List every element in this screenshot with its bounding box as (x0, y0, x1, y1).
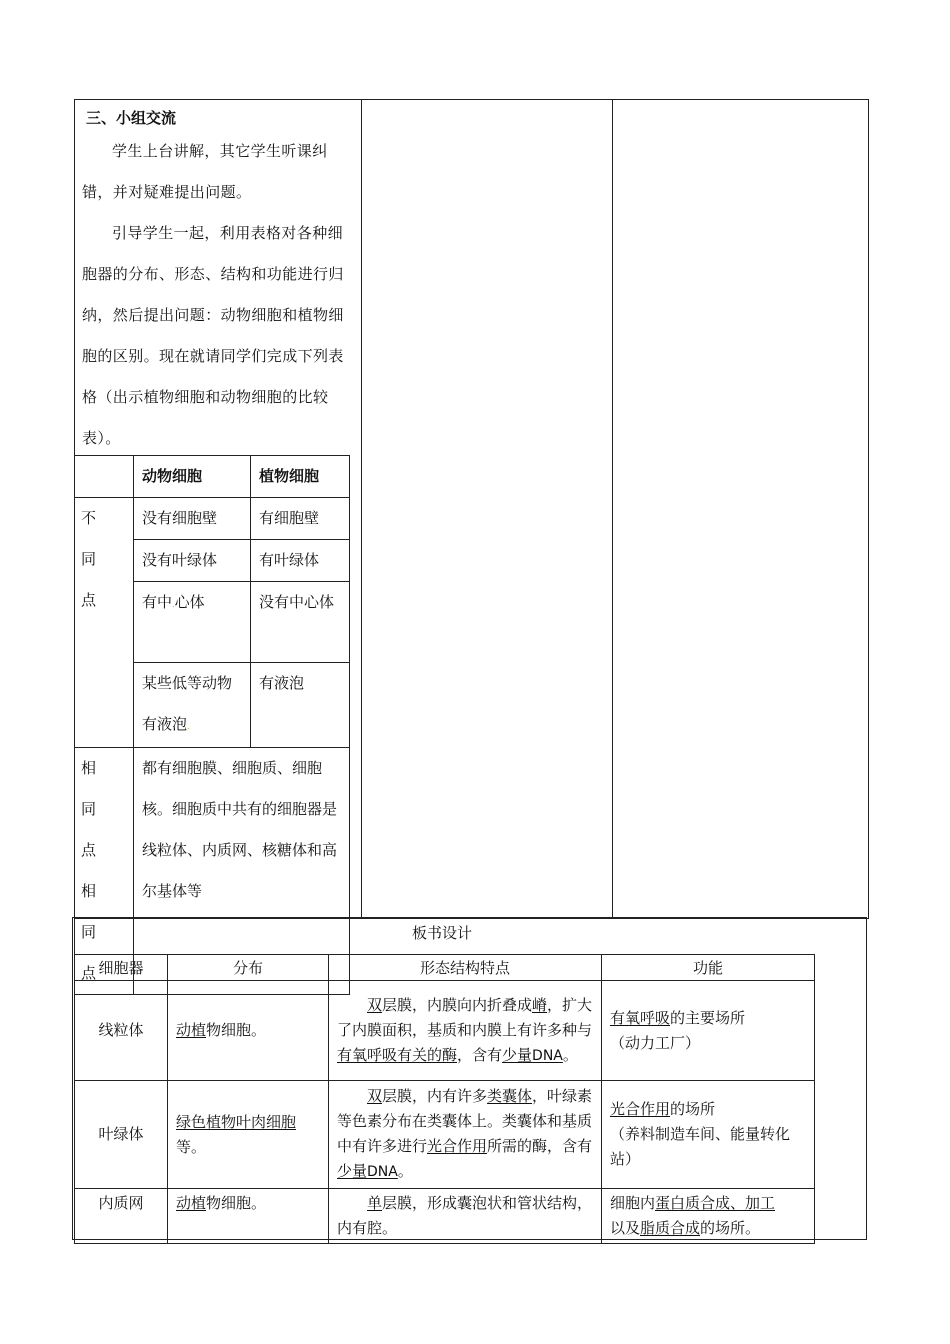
column-header: 植物细胞 (251, 456, 350, 498)
structure-cell: 双层膜，内膜向内折叠成嵴，扩大了内膜面积，基质和内膜上有许多种与有氧呼吸有关的酶，含有少量DNA。 (329, 981, 602, 1081)
table-row (75, 1189, 815, 1244)
row-label-same: 相同点 相同点 (75, 748, 134, 995)
column-divider (612, 99, 613, 919)
table-header-row (75, 955, 815, 981)
table-row (75, 1081, 815, 1189)
table-row (75, 498, 350, 540)
cell-comparison-table (74, 455, 350, 995)
column-header: 形态结构特点 (329, 955, 602, 981)
table-cell: 有叶绿体 (251, 540, 350, 582)
board-design-title: 板书设计 (411, 924, 472, 942)
column-header: 细胞器 (75, 955, 168, 981)
table-corner-cell (75, 456, 134, 498)
teaching-process-column (80, 100, 356, 459)
column-header: 功能 (602, 955, 815, 981)
table-cell: 有细胞壁 (251, 498, 350, 540)
organelle-name: 线粒体 (75, 981, 168, 1081)
structure-cell: 双层膜，内有许多类囊体，叶绿素等色素分布在类囊体上。类囊体和基质中有许多进行光合作用所需的酶，含有少量DNA。 (329, 1081, 602, 1189)
distribution-cell: 动植物细胞。 (168, 1189, 329, 1244)
table-cell: 没有中心体 (251, 582, 350, 663)
column-divider (361, 99, 362, 919)
table-cell: 有中.心体 (134, 582, 251, 663)
table-header-row (75, 456, 350, 498)
section-heading: 三、小组交流 (86, 109, 177, 127)
organelle-table (74, 954, 815, 1244)
table-cell: 没有细胞壁 (134, 498, 251, 540)
paragraph: 引导学生一起，利用表格对各种细胞器的分布、形态、结构和功能进行归纳，然后提出问题：动物细胞和植物细胞的区别。现在就请同学们完成下列表格（出示植物细胞和动物细胞的比较表）。 (82, 224, 344, 447)
distribution-cell: 绿色植物叶肉细胞等。 (168, 1081, 329, 1189)
paragraph: 学生上台讲解，其它学生听课纠错，并对疑难提出问题。 (82, 142, 328, 201)
organelle-name: 叶绿体 (75, 1081, 168, 1189)
table-cell: 都有细胞膜、细胞质、细胞核。细胞质中共有的细胞器是线粒体、内质网、核糖体和高尔基体等 (134, 748, 350, 995)
organelle-name: 内质网 (75, 1189, 168, 1244)
function-cell: 细胞内蛋白质合成、加工 以及脂质合成的场所。 (602, 1189, 815, 1244)
table-cell: 没有叶绿体 (134, 540, 251, 582)
column-header: 分布 (168, 955, 329, 981)
distribution-cell: 动植物细胞。 (168, 981, 329, 1081)
function-cell: 有氧呼吸的主要场所 （动力工厂） (602, 981, 815, 1081)
structure-cell: 单层膜，形成囊泡状和管状结构，内有腔。 (329, 1189, 602, 1244)
column-header: 动物细胞 (134, 456, 251, 498)
row-label-different: 不同点 (75, 498, 134, 748)
table-row (75, 981, 815, 1081)
table-cell: 有液泡 (251, 663, 350, 748)
table-cell: 某些低等动物有液泡. (134, 663, 251, 748)
function-cell: 光合作用的场所 （养料制造车间、能量转化站） (602, 1081, 815, 1189)
